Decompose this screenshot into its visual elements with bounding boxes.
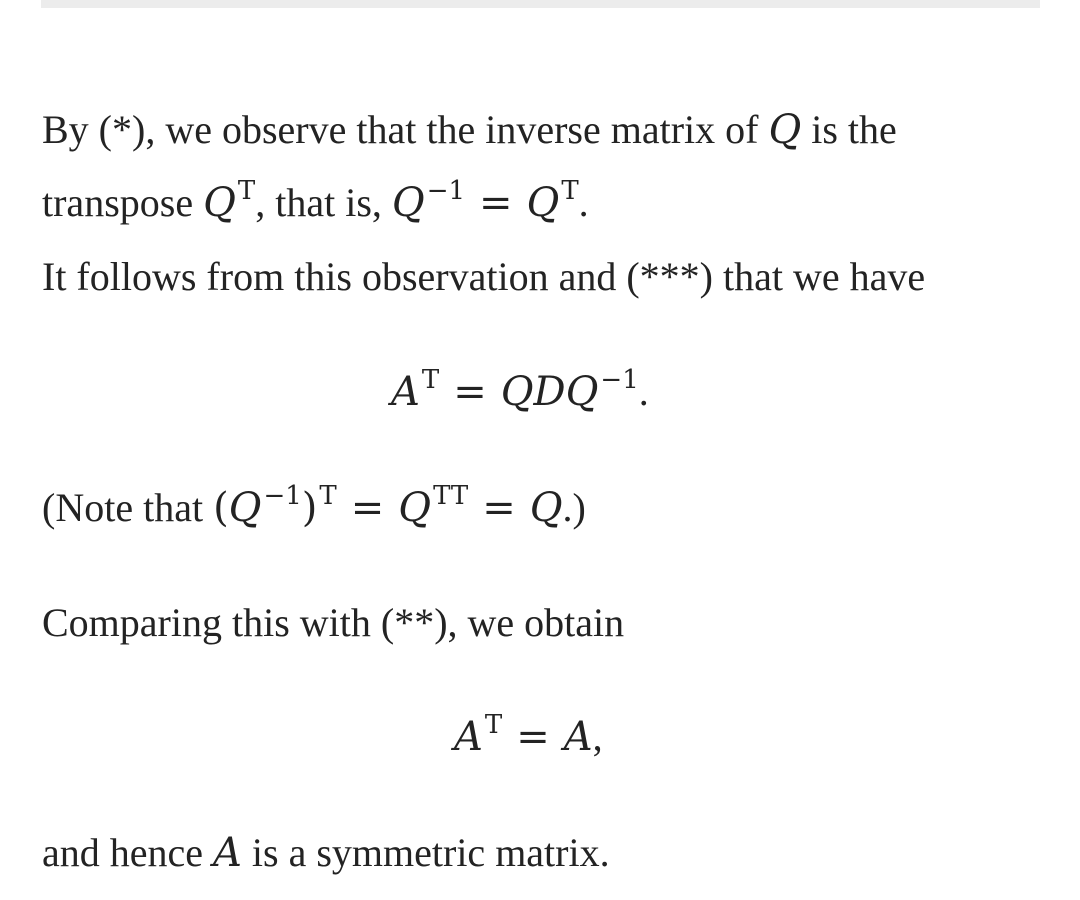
equals-sign: = [479,180,513,226]
text-segment: , that is, [255,180,392,225]
equals-sign: = [482,485,516,531]
superscript-transpose: T [484,710,503,740]
superscript-inverse: −1 [600,365,639,395]
equals-sign: = [516,714,550,760]
math-variable-q: Q [529,485,563,531]
paragraph-line-1 [42,106,897,154]
top-divider-bar [41,0,1040,8]
open-paren: ( [213,485,229,531]
text-segment: .) [562,485,586,530]
text-segment: is the [801,107,897,152]
superscript-double-transpose: TT [433,481,469,511]
equals-sign: = [453,369,487,415]
superscript-inverse: −1 [263,481,302,511]
superscript-transpose: T [237,176,256,206]
superscript-transpose: T [319,481,337,511]
math-variable-a: A [213,830,242,876]
text-segment: By (*), we observe that the inverse matrix of [42,107,769,152]
paragraph-comparing [42,599,624,647]
period: . [578,180,589,225]
math-variable-q: Q [398,485,432,531]
superscript-transpose: T [421,365,440,395]
text-segment: It follows from this observation and (***) that we have [42,254,926,299]
text-segment: and hence [42,830,214,875]
display-equation-1 [391,365,649,421]
math-product-qdq: QDQ [500,369,599,415]
math-variable-q: Q [768,107,802,153]
superscript-transpose: T [561,176,579,206]
math-variable-q: Q [391,180,425,226]
text-segment: Comparing this with (**), we obtain [42,600,625,645]
paragraph-line-2 [42,176,589,232]
text-segment: is a symmetric matrix. [241,830,610,875]
math-variable-a: A [454,714,483,760]
text-segment: (Note that [42,485,214,530]
note-line [42,481,586,537]
math-variable-q: Q [203,180,236,226]
period: . [638,369,649,414]
math-variable-q: Q [228,485,262,531]
display-equation-2 [454,710,603,766]
equals-sign: = [350,485,385,531]
math-variable-a: A [563,714,593,760]
math-variable-a: A [391,369,420,415]
text-segment: transpose [42,180,204,225]
math-variable-q: Q [526,180,560,226]
close-paren: ) [301,485,318,531]
conclusion-line [42,829,610,877]
comma: , [592,714,603,759]
superscript-inverse: −1 [426,176,466,206]
paragraph-line-3 [42,253,925,301]
